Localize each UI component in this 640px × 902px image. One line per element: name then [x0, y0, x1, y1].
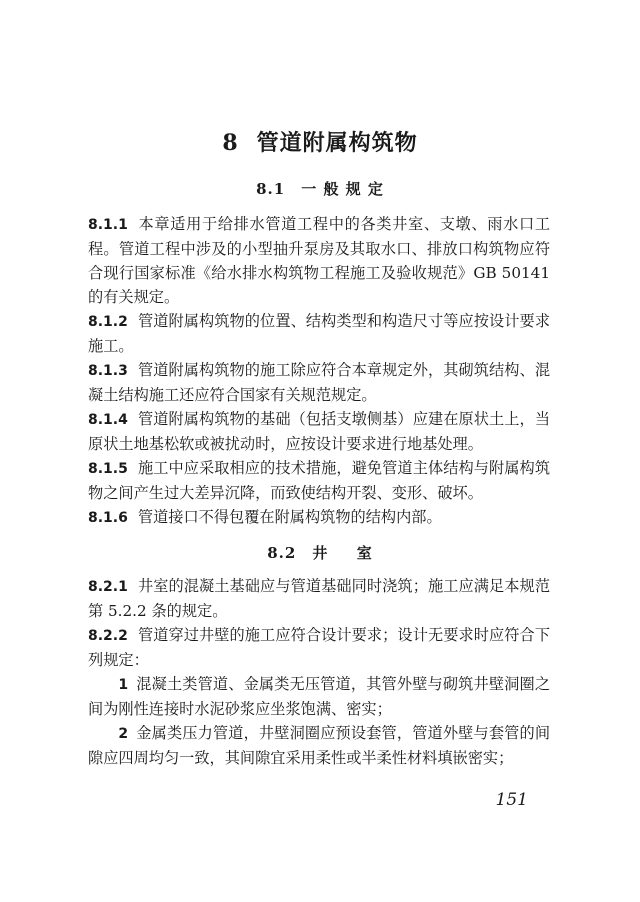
clause-8-1-2 — [88, 309, 550, 358]
section-title-text: 一 般 规 定 — [301, 180, 384, 198]
clause-8-1-6 — [88, 505, 550, 530]
item-text: 金属类压力管道，井壁洞圈应预设套管，管道外壁与套管的间隙应四周均匀一致，其间隙宜采用柔性或半柔性材料填嵌密实； — [88, 724, 550, 767]
clause-8-1-3 — [88, 358, 550, 407]
page-number: 151 — [495, 790, 528, 810]
clause-number: 8.1.2 — [88, 314, 128, 330]
clause-text: 管道附属构筑物的位置、结构类型和构造尺寸等应按设计要求施工。 — [88, 312, 550, 355]
clause-number: 8.1.3 — [88, 363, 128, 379]
clause-number: 8.1.4 — [88, 412, 128, 428]
item-number: 1 — [118, 677, 129, 693]
list-item-2 — [88, 721, 550, 770]
clause-8-2-1 — [88, 574, 550, 623]
clause-8-2-2 — [88, 623, 550, 672]
clause-number: 8.2.1 — [88, 579, 128, 595]
section-body-8-1 — [88, 212, 550, 530]
section-number: 8.2 — [267, 544, 297, 562]
clause-text: 管道穿过井壁的施工应符合设计要求；设计无要求时应符合下列规定： — [88, 626, 550, 669]
clause-8-1-1 — [88, 212, 550, 309]
section-title-8-1 — [0, 178, 640, 199]
clause-text: 管道接口不得包覆在附属构筑物的结构内部。 — [137, 508, 442, 526]
clause-text: 管道附属构筑物的基础（包括支墩侧基）应建在原状土上，当原状土地基松软或被扰动时，应按设计要求进行地基处理。 — [88, 410, 550, 453]
chapter-title — [0, 126, 640, 157]
section-title-text: 井 室 — [312, 544, 373, 562]
chapter-number: 8 — [222, 130, 239, 156]
chapter-title-text: 管道附属构筑物 — [256, 130, 418, 156]
clause-text: 施工中应采取相应的技术措施，避免管道主体结构与附属构筑物之间产生过大差异沉降，而致使结构开裂、变形、破坏。 — [88, 459, 550, 502]
clause-number: 8.1.6 — [88, 510, 128, 526]
section-number: 8.1 — [256, 180, 286, 198]
clause-text: 井室的混凝土基础应与管道基础同时浇筑；施工应满足本规范第 5.2.2 条的规定。 — [88, 577, 550, 620]
clause-number: 8.1.5 — [88, 461, 128, 477]
item-number: 2 — [118, 726, 129, 742]
clause-number: 8.1.1 — [88, 217, 128, 233]
clause-text: 管道附属构筑物的施工除应符合本章规定外，其砌筑结构、混凝土结构施工还应符合国家有关规范规定。 — [88, 361, 550, 404]
section-body-8-2 — [88, 574, 550, 770]
clause-8-1-5 — [88, 456, 550, 505]
clause-text: 本章适用于给排水管道工程中的各类井室、支墩、雨水口工程。管道工程中涉及的小型抽升泵房及其取水口、排放口构筑物应符合现行国家标准《给水排水构筑物工程施工及验收规范》GB 50141的有关规定。 — [88, 215, 550, 306]
item-text: 混凝土类管道、金属类无压管道，其管外壁与砌筑井壁洞圈之间为刚性连接时水泥砂浆应坐浆饱满、密实； — [88, 675, 550, 718]
section-title-8-2 — [0, 542, 640, 563]
clause-number: 8.2.2 — [88, 628, 128, 644]
clause-8-1-4 — [88, 407, 550, 456]
list-item-1 — [88, 672, 550, 721]
